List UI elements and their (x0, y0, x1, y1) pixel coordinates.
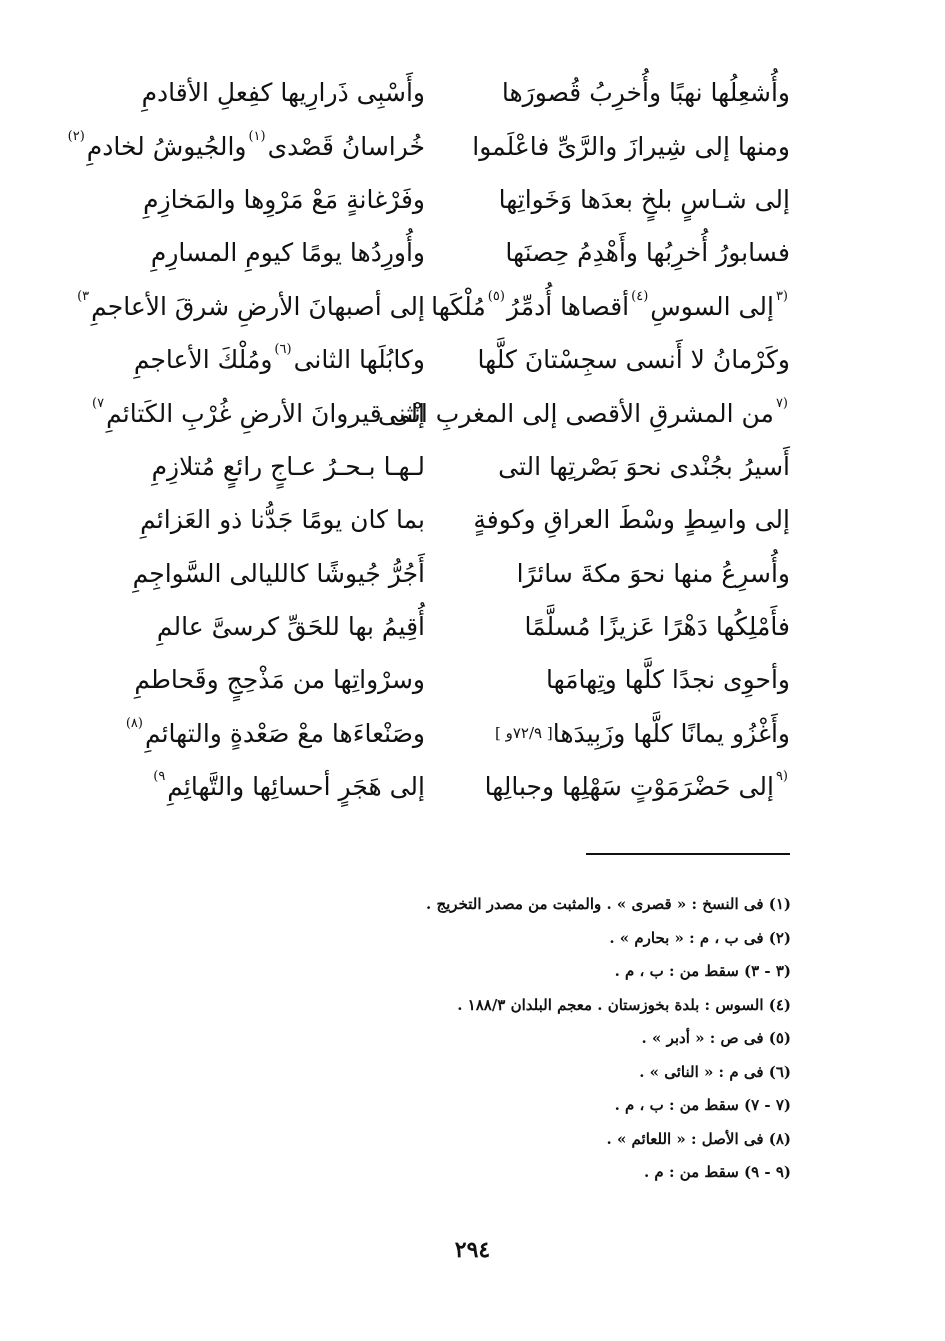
hemistich-text: أَجُرُّ جُيوشًا كالليالى السَّواجِمِ (132, 558, 425, 588)
verse-second-hemistich (80, 342, 425, 375)
hemistich-text: مُلْكَها (431, 291, 486, 321)
footnote: (٩ - ٩) سقط من : م . (643, 1163, 791, 1182)
verse-second-hemistich (80, 395, 425, 428)
verse-first-hemistich (455, 78, 790, 108)
verse-first-hemistich (455, 131, 790, 161)
hemistich-text: فسابورُ أُخرِبُها وأَهْدِمُ حِصنَها (505, 238, 790, 268)
verse-line (67, 119, 790, 172)
footnote: (٧ - ٧) سقط من : ب ، م . (614, 1096, 791, 1115)
footnote-marker: (٣ (775, 288, 788, 304)
verse-line (80, 226, 790, 279)
verse-first-hemistich (377, 395, 790, 428)
verse-first-hemistich (455, 238, 790, 268)
hemistich-text: إلى السوسِ (650, 291, 774, 321)
footnote: (١) فى النسخ : « قصرى » . والمثبت من مصدر التخريج . (426, 895, 791, 914)
hemistich-text: ومنها إلى شِيرازَ والرَّىِّ فاعْلَموا (472, 131, 790, 161)
hemistich-text: وأَغْزُو يمانًا كلَّها وزَبِيدَها (552, 718, 790, 748)
footnote: (٤) السوس : بلدة بخوزستان . معجم البلدان ١٨٨/٣ . (457, 995, 791, 1014)
verse-line (77, 280, 790, 333)
hemistich-text: وأَسْبِى ذَرارِيها كفِعلِ الأقادمِ (141, 78, 425, 108)
manuscript-folio-ref: [ ٧٢/٩و ] (494, 723, 553, 742)
verse-first-hemistich (455, 345, 790, 375)
verse-line (80, 493, 790, 546)
verse-second-hemistich (80, 238, 425, 268)
verse-second-hemistich (80, 78, 425, 108)
verse-first-hemistich (455, 665, 790, 695)
verse-second-hemistich (80, 769, 425, 802)
hemistich-text: من المشرقِ الأقصى إلى المغربِ انْثنى (377, 398, 774, 428)
footnote: (٦) فى م : « النائى » . (639, 1062, 791, 1081)
footnote: (٣ - ٣) سقط من : ب ، م . (614, 962, 791, 981)
hemistich-text: إلى أصبهانَ الأرضِ شرقَ الأعاجمِ (91, 291, 425, 321)
footnote-marker: (٩ (775, 769, 788, 785)
footnote-marker: ٩) (153, 769, 166, 785)
verse-second-hemistich (77, 288, 425, 321)
verse-second-hemistich (80, 612, 425, 642)
hemistich-text: وكَرْمانُ لا أَنسى سجِسْتانَ كلَّها (477, 345, 790, 375)
verse-first-hemistich (455, 718, 790, 748)
hemistich-text: لـهـا بـحـرُ عـاجٍ رائعٍ مُتلازِمِ (151, 451, 425, 481)
verse-first-hemistich (455, 184, 790, 214)
verse-line (80, 600, 790, 653)
verse-line (80, 547, 790, 600)
hemistich-text: أقصاها أُدمِّرُ (506, 291, 630, 321)
footnote-marker: (١) (248, 128, 266, 144)
verse-first-hemistich (455, 558, 790, 588)
verse-second-hemistich (80, 451, 425, 481)
footnote-marker: ٣) (77, 288, 90, 304)
verse-second-hemistich (80, 505, 425, 535)
verse-line (80, 386, 790, 439)
footnote-marker: (٥) (487, 288, 505, 304)
hemistich-text: وأُسرِعُ منها نحوَ مكةَ سائرًا (516, 558, 790, 588)
hemistich-text: إلى قيروانَ الأرضِ غُرْبِ الكَتائمِ (106, 398, 425, 428)
hemistich-text: خُراسانُ قَصْدى (267, 131, 425, 161)
page-number: ٢٩٤ (454, 1237, 491, 1263)
hemistich-text: بما كان يومًا جَدُّنا ذو العَزائمِ (140, 505, 425, 535)
verse-line (80, 333, 790, 386)
verse-line (80, 66, 790, 119)
hemistich-text: وأحوِى نجدًا كلَّها وتِهامَها (546, 665, 790, 695)
hemistich-text: إلى حَضْرَمَوْتٍ سَهْلِها وجبالِها (484, 772, 774, 802)
verse-line (80, 760, 790, 813)
verse-first-hemistich (431, 288, 790, 321)
footnote-marker: (٤) (631, 288, 649, 304)
hemistich-text: ومُلْكَ الأعاجمِ (133, 345, 273, 375)
hemistich-text: والجُيوشُ لخادمِ (86, 131, 247, 161)
verse-line (80, 173, 790, 226)
verse-first-hemistich (455, 769, 790, 802)
footnote-marker: (٦) (274, 342, 292, 358)
verse-first-hemistich (455, 612, 790, 642)
hemistich-text: وأُورِدُها يومًا كيومِ المسارِمِ (150, 238, 425, 268)
footnote-marker: (٨) (125, 715, 143, 731)
hemistich-text: فأَمْلِكُها دَهْرًا عَزيزًا مُسلَّمًا (524, 612, 790, 642)
hemistich-text: إلى هَجَرٍ أحسائِها والتَّهائِمِ (167, 772, 425, 802)
hemistich-text: وأُشعِلُها نهبًا وأُخرِبُ قُصورَها (501, 78, 790, 108)
hemistich-text: وصَنْعاءَها معْ صَعْدةٍ والتهائمِ (144, 718, 425, 748)
footnote-separator (586, 853, 790, 855)
hemistich-text: إلى شـاسٍ بلخٍ بعدَها وَخَواتِها (498, 184, 790, 214)
footnote-marker: (٧ (775, 395, 788, 411)
poem-verses (67, 66, 790, 813)
verse-second-hemistich (80, 184, 425, 214)
verse-line (80, 707, 790, 760)
verse-second-hemistich (67, 128, 425, 161)
footnotes (231, 888, 791, 1190)
hemistich-text: وسرْواتِها من مَذْحِجٍ وقَحاطمِ (134, 665, 425, 695)
verse-first-hemistich (455, 505, 790, 535)
footnote-marker: ٧) (92, 395, 105, 411)
footnote: (٨) فى الأصل : « اللعائم » . (606, 1129, 791, 1148)
hemistich-text: إلى واسِطٍ وسْطَ العراقِ وكوفةٍ (473, 505, 790, 535)
verse-second-hemistich (80, 665, 425, 695)
footnote: (٢) فى ب ، م : « بحارم » . (609, 928, 791, 947)
footnote: (٥) فى ص : « أدبر » . (641, 1029, 791, 1048)
verse-second-hemistich (80, 715, 425, 748)
hemistich-text: وكابُلَها الثانى (293, 345, 425, 375)
footnote-marker: (٢) (67, 128, 85, 144)
verse-second-hemistich (80, 558, 425, 588)
hemistich-text: أَسيرُ بجُنْدى نحوَ بَصْرتِها التى (498, 451, 790, 481)
hemistich-text: وفَرْغانةٍ مَعْ مَرْوِها والمَخازِمِ (143, 184, 425, 214)
verse-line (80, 653, 790, 706)
verse-line (80, 440, 790, 493)
verse-first-hemistich (455, 451, 790, 481)
hemistich-text: أُقِيمُ بها للحَقِّ كرسىَّ عالمِ (156, 612, 425, 642)
